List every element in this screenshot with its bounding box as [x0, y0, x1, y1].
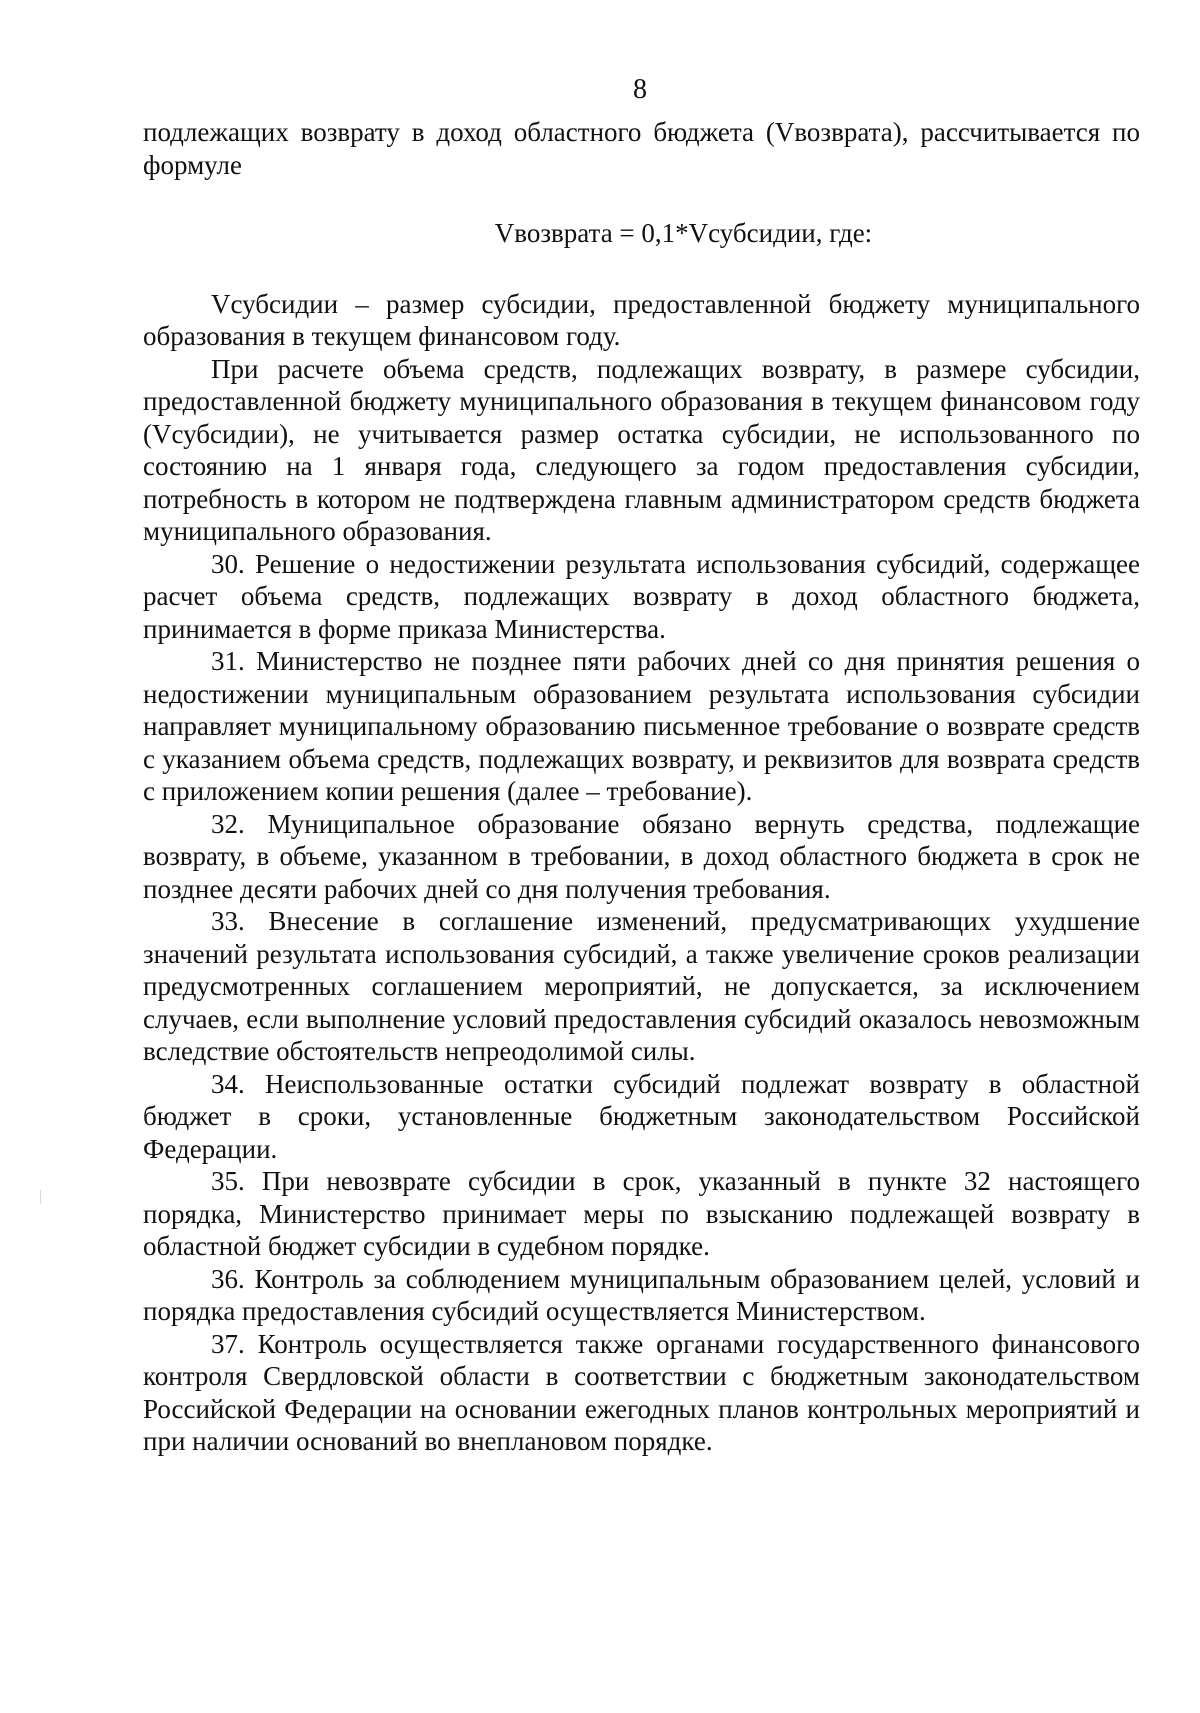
page-number: 8	[633, 74, 647, 105]
scan-margin-mark	[40, 1190, 41, 1204]
paragraph-33: 33. Внесение в соглашение изменений, предусматривающих ухудшение значений результата использования субсидий, а также увеличение сроков реализации предусмотренных соглашением мероприятий, не допускается, за исключением случаев, если выполнение условий предоставления субсидий оказалось невозможным вследствие обстоятельств непреодолимой силы.	[143, 906, 1140, 1066]
paragraph-37: 37. Контроль осуществляется также органами государственного финансового контроля Свердловской области в соответствии с бюджетным законодательством Российской Федерации на основании ежегодных планов контрольных мероприятий и при наличии оснований во внеплановом порядке.	[143, 1328, 1140, 1456]
paragraph-31: 31. Министерство не позднее пяти рабочих дней со дня принятия решения о недостижении муниципальным образованием результата использования субсидии направляет муниципальному образованию письменное требование о возврате средств с указанием объема средств, подлежащих возврату, и реквизитов для возврата средств с приложением копии решения (далее – требование).	[143, 646, 1140, 806]
paragraph-36: 36. Контроль за соблюдением муниципальным образованием целей, условий и порядка предоставления субсидий осуществляется Министерством.	[143, 1263, 1140, 1326]
document-body	[143, 116, 1140, 1458]
intro-paragraph: подлежащих возврату в доход областного бюджета (Vвозврата), рассчитывается по формуле	[143, 117, 1140, 180]
paragraph-definition: Vсубсидии – размер субсидии, предоставленной бюджету муниципального образования в текущем финансовом году.	[143, 288, 1140, 351]
formula: Vвозврата = 0,1*Vсубсидии, где:	[494, 218, 873, 248]
paragraph-32: 32. Муниципальное образование обязано вернуть средства, подлежащие возврату, в объеме, указанном в требовании, в доход областного бюджета в срок не позднее десяти рабочих дней со дня получения требования.	[143, 808, 1140, 904]
paragraph-35: 35. При невозврате субсидии в срок, указанный в пункте 32 настоящего порядка, Министерство принимает меры по взысканию подлежащей возврату в областной бюджет субсидии в судебном порядке.	[143, 1166, 1140, 1261]
paragraph-34: 34. Неиспользованные остатки субсидий подлежат возврату в областной бюджет в сроки, установленные бюджетным законодательством Российской Федерации.	[143, 1068, 1140, 1164]
paragraph-30: 30. Решение о недостижении результата использования субсидий, содержащее расчет объема средств, подлежащих возврату в доход областного бюджета, принимается в форме приказа Министерства.	[143, 548, 1140, 644]
paragraph-calculation: При расчете объема средств, подлежащих возврату, в размере субсидии, предоставленной бюджету муниципального образования в текущем финансовом году (Vсубсидии), не учитывается размер остатка субсидии, не использованного по состоянию на 1 января года, следующего за годом предоставления субсидии, потребность в котором не подтверждена главным администратором средств бюджета муниципального образования.	[143, 353, 1140, 546]
